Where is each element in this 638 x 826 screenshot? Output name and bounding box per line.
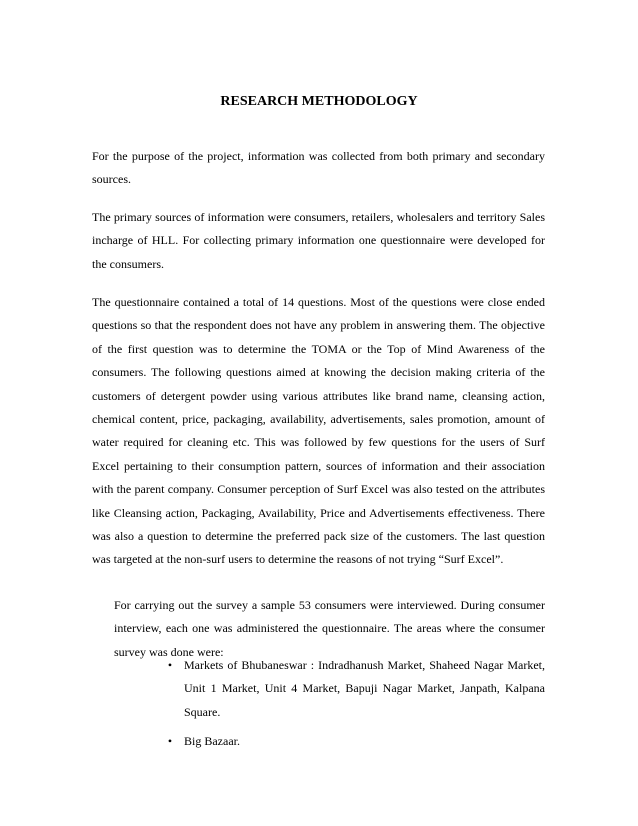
paragraph-primary-sources: The primary sources of information were consumers, retailers, wholesalers and territory Sales incharge of HLL. For collecting primary information one questionnaire were developed for the consumers. <box>92 210 545 271</box>
bullet-icon: • <box>167 658 173 672</box>
list-item-text: Big Bazaar. <box>184 734 240 749</box>
paragraph-survey: For carrying out the survey a sample 53 consumers were interviewed. During consumer interview, each one was administered the questionnaire. The areas where the consumer survey was done were: <box>114 598 545 659</box>
survey-areas-list <box>164 654 545 754</box>
list-item <box>164 654 545 724</box>
list-item <box>164 730 545 753</box>
bullet-icon: • <box>167 734 173 749</box>
list-item-text: Markets of Bhubaneswar : Indradhanush Market, Shaheed Nagar Market, Unit 1 Market, Unit 4 Market, Bapuji Nagar Market, Janpath, Kalpana Square. <box>184 658 545 719</box>
paragraph-questionnaire: The questionnaire contained a total of 14 questions. Most of the questions were close ended questions so that the respondent does not have any problem in answering them. The objective of the first question was to determine the TOMA or the Top of Mind Awareness of the consumers. The following questions aimed at knowing the decision making criteria of the customers of detergent powder using various attributes like brand name, cleansing action, chemical content, price, packaging, availability, advertisements, sales promotion, amount of water required for cleaning etc. This was followed by few questions for the users of Surf Excel pertaining to their consumption pattern, sources of information and their association with the parent company. Consumer perception of Surf Excel was also tested on the attributes like Cleansing action, Packaging, Availability, Price and Advertisements effectiveness. There was also a question to determine the preferred pack size of the customers. The last question was targeted at the non-surf users to determine the reasons of not trying “Surf Excel”. <box>92 295 545 567</box>
paragraph-sources: For the purpose of the project, information was collected from both primary and secondary sources. <box>92 149 545 187</box>
page-title: RESEARCH METHODOLOGY <box>220 94 418 109</box>
